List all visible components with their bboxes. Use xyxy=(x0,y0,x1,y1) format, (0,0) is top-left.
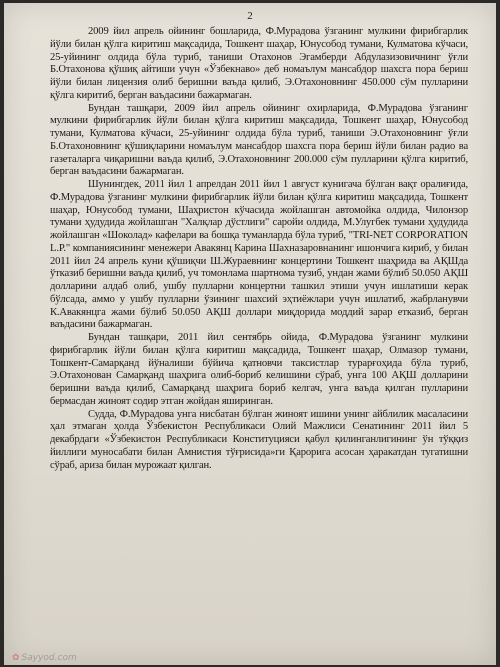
paragraph: 2009 йил апрель ойининг бошларида, Ф.Мурадова ўзганинг мулкини фирибгарлик йўли билан қўлга киритиш мақсадида, Тошкент шаҳар, Юнусобод тумани, Кулматова кўчаси, 25-уйининг олдида бўла туриб, таниши Отахонов Эгамберди Абдулазизовичнинг ўғли Б.Отахонова қўшиқ айтиши учун «Ўзбекнаво» деб номаълум мансабдор шахсга пора бериш йўли билан лицензия олиб беришни ваъда қилиб, Э.Отахоновнинг 450.000 сўм пулларини қўлга киритиб, берган ваъдасини бажармаган. xyxy=(50,26,468,101)
paragraph: Бундан ташқари, 2009 йил апрель ойининг охирларида, Ф.Мурадова ўзганинг мулкини фирибгарлик йўли билан қўлга киритиш мақсадида, Тошкент шаҳар, Юнусобод тумани, Кулматова кўчаси, 25-уйининг олдида бўла туриб, таниши Э.Отахоновнинг ўғли Б.Отахоновнинг қўшиқларини номаълум мансабдор шахсга пора бериш йўли билан радио ва газеталарга чиқаришни ваъда қилиб, Э.Отахоновнинг 200.000 сўм пулларини қўлга киритиб, берган ваъдасини бажармаган. xyxy=(50,102,468,178)
document-body xyxy=(50,26,468,472)
paragraph: Судда, Ф.Мурадова унга нисбатан бўлган жиноят ишини унинг айблилик масаласини ҳал этмаган ҳолда Ўзбекистон Республикаси Олий Мажлиси Сенатининг 2011 йил 5 декабрдаги «Ўзбекистон Республикаси Конституцияси қабул қилинганлигининг ўн тўққиз йиллиги муносабати билан Амнистия тўғрисида»ги Қарорига асосан ҳаракатдан тугатишни сўраб, ариза билан мурожаат қилган. xyxy=(50,408,468,471)
paragraph: Шунингдек, 2011 йил 1 апрелдан 2011 йил 1 август кунигача бўлган вақт оралиғида, Ф.Мурадова ўзганинг мулкини фирибгарлик йўли билан қўлга киритиш мақсадида, Тошкент шаҳар, Юнусобод тумани, Шаҳристон кўчасида жойлашган автомойка олдида, Чилонзор тумани ҳудудида жойлашган "Халқлар дўстлиги" саройи олдида, М.Улугбек тумани ҳудудида жойлашган «Шоколад» кафелари ва бошқа туманларда бўла туриб, "TRI-NET CORPORATION L.P." компаниясининг менежери Авакянц Карина Шахназаровнанинг ишончига кириб, у билан 2011 йил 24 апрель куни қўшиқчи Ш.Жураевнинг концертини Тошкент шаҳрида ва АҚШда ўтказиб беришни ваъда қилиб, уч томонлама шартнома тузиб, ундан жами бўлиб 50.050 АҚШ долларини алдаб олиб, ушбу пулларни концертни ташкил этиши учун ишлатиши керак бўлсада, аммо у ушбу пулларни ўзининг шахсий эҳтиёжлари учун ишлатиб, жабрланувчи К.Авакянцга жами бўлиб 50.050 АҚШ доллари миқдорида моддий зарар етказиб, берган ваъдасини бажармаган. xyxy=(50,179,468,331)
document-page xyxy=(4,3,496,665)
page-number: 2 xyxy=(247,10,253,22)
logo-text: Sayyod.com xyxy=(21,653,77,663)
watermark-logo xyxy=(12,653,77,663)
logo-mark-icon: ✿ xyxy=(12,653,20,663)
paragraph: Бундан ташқари, 2011 йил сентябрь ойида, Ф.Мурадова ўзганинг мулкини фирибгарлик йўли билан қўлга киритиш мақсадида, Тошкент шаҳар, Олмазор тумани, Тошкент-Самарқанд йўналиши бўйича қатновчи таксистлар турарғоҳида бўла туриб, Э.Отахонован Самарқанд шаҳрига олиб-бориб келишини сўраб, унга 100 АҚШ долларини беришни ваъда қилиб, Самарқанд шаҳрига бориб келгач, унга ваъда қилган пулларини бермасдан жиноят содир этган жойдан яширинган. xyxy=(50,332,468,407)
